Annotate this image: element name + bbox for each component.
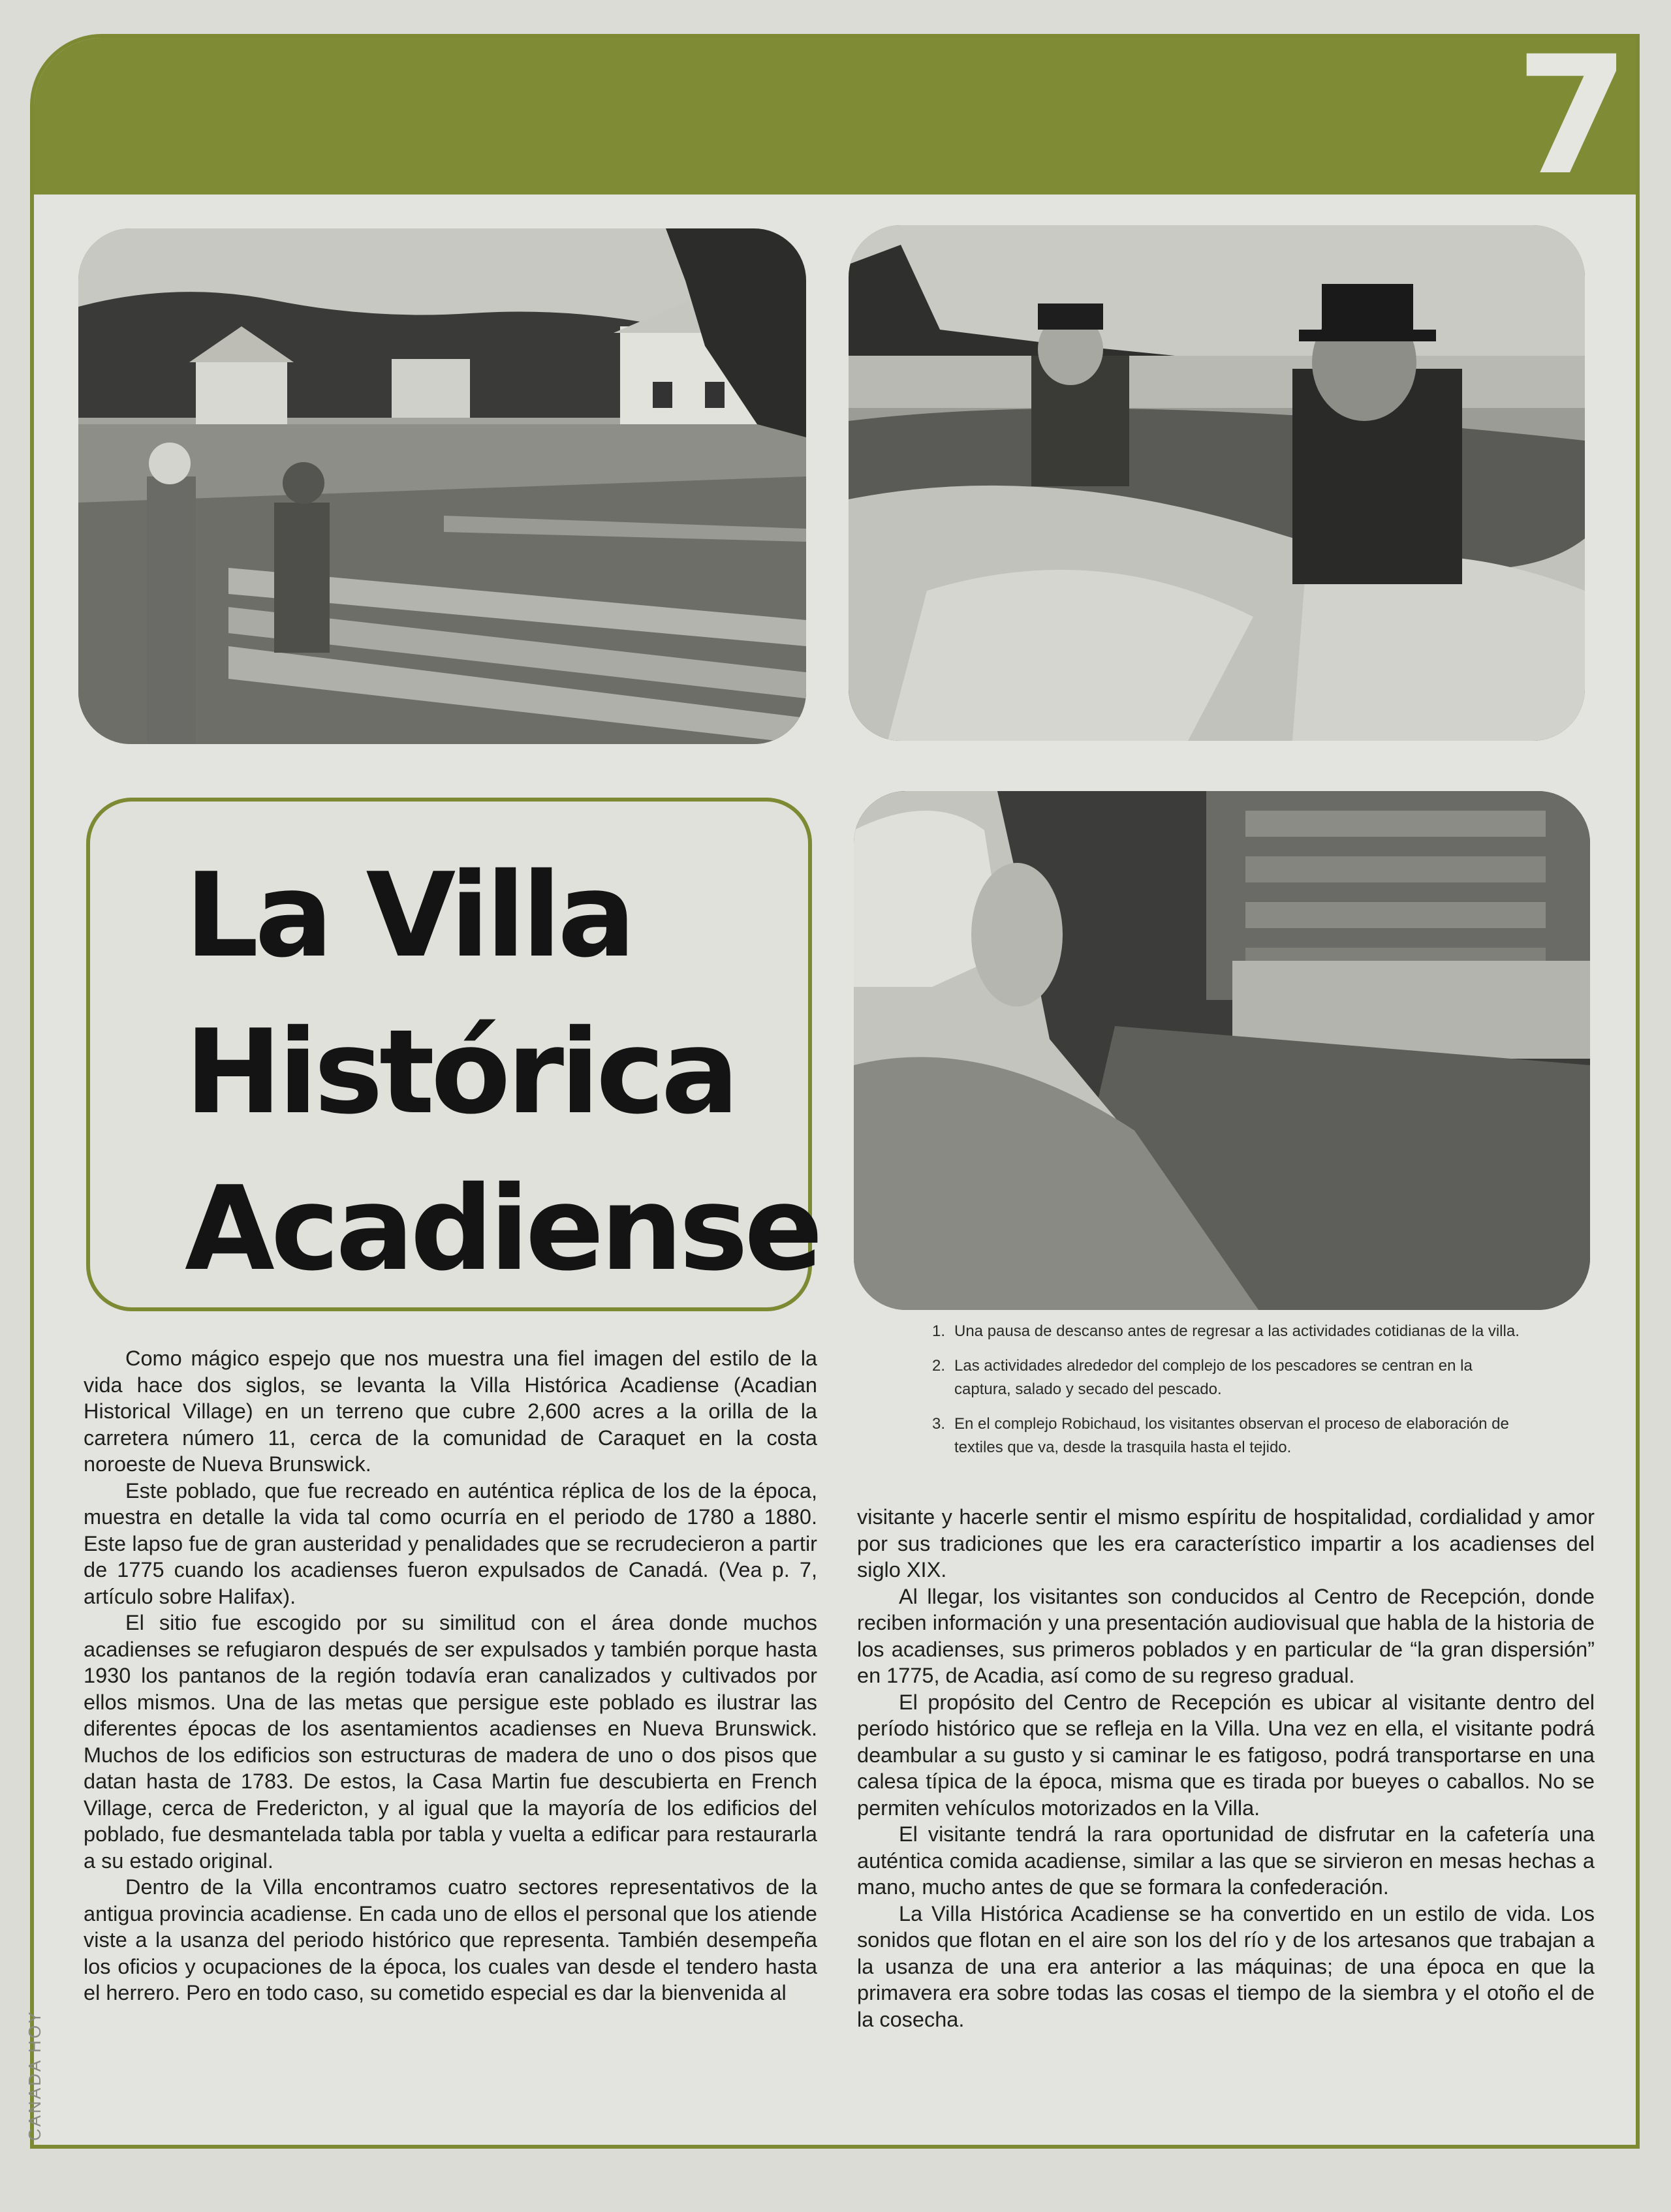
title-line-2: Histórica — [185, 1005, 736, 1140]
photo-fishermen-drying-fish — [849, 225, 1585, 741]
publication-side-label: CANADA HOY — [25, 2010, 44, 2141]
page-number: 7 — [1516, 34, 1629, 211]
caption-text: Las actividades alrededor del complejo de los pescadores se centran en la captura, salado y secado del pescado. — [954, 1357, 1473, 1398]
body-paragraph: visitante y hacerle sentir el mismo espíritu de hospitalidad, cordialidad y amor por sus tradiciones que les era característico impartir a los acadienses del siglo XIX. — [857, 1505, 1595, 1581]
caption-text: Una pausa de descanso antes de regresar a las actividades cotidianas de la villa. — [954, 1322, 1520, 1340]
caption-1 — [932, 1320, 1526, 1343]
photo-captions — [932, 1320, 1526, 1471]
caption-3 — [932, 1412, 1526, 1459]
photo-village-fence — [78, 228, 806, 744]
caption-number: 1. — [932, 1322, 946, 1340]
body-column-left — [84, 1345, 817, 2006]
body-paragraph: El propósito del Centro de Recepción es ubicar al visitante dentro del período histórico que se refleja en la Villa. Una vez en ella, el visitante podrá deambular a su gusto y si caminar le es fatigoso, podrá transportarse en una calesa típica de la época, misma que es tirada por bueyes o caballos. No se permiten vehículos motorizados en la Villa. — [857, 1690, 1595, 1820]
body-paragraph: Al llegar, los visitantes son conducidos al Centro de Recepción, donde reciben información y una presentación audiovisual que habla de la historia de los acadienses, sus primeros poblados y en particular de “la gran dispersión” en 1775, de Acadia, así como de su regreso gradual. — [857, 1584, 1595, 1687]
body-paragraph: La Villa Histórica Acadiense se ha convertido en un estilo de vida. Los sonidos que flotan en el aire son los del río y de los artesanos que trabajan a la usanza de una era anterior a las máquinas; de una época en que la primavera era sobre todas las cosas el tiempo de la siembra y el otoño el de la cosecha. — [857, 1901, 1595, 2031]
caption-text: En el complejo Robichaud, los visitantes observan el proceso de elaboración de textiles que va, desde la trasquila hasta el tejido. — [954, 1415, 1509, 1456]
body-paragraph: Dentro de la Villa encontramos cuatro sectores representativos de la antigua provincia acadiense. En cada uno de ellos el personal que los atiende viste a la usanza del periodo histórico que representa. También desempeña los oficios y ocupaciones de la época, los cuales van desde el tendero hasta el herrero. Pero en todo caso, su cometido especial es dar la bienvenida al — [84, 1875, 817, 2004]
title-box — [86, 798, 819, 1311]
body-paragraph: El sitio fue escogido por su similitud con el área donde muchos acadienses se refugiaron después de ser expulsados y también porque hasta 1930 los pantanos de la región todavía eran canalizados y cultivados por ellos mismos. Una de las metas que persigue este poblado es ilustrar las diferentes épocas de los asentamientos acadienses en Nueva Brunswick. Muchos de los edificios son estructuras de madera de uno o dos pisos que datan hasta de 1783. De estos, la Casa Martin fue descubierta en French Village, cerca de Fredericton, y al igual que la mayoría de los edificios del poblado, fue desmantelada tabla por tabla y vuelta a edificar para restaurarla a su estado original. — [84, 1611, 817, 1873]
title-line-1: La Villa — [185, 848, 632, 983]
header-band — [34, 34, 1636, 211]
body-paragraph: El visitante tendrá la rara oportunidad de disfrutar en la cafetería una auténtica comida acadiense, similar a las que se sirvieron en mesas hechas a mano, mucho antes de que se formara la confederación. — [857, 1822, 1595, 1899]
caption-2 — [932, 1354, 1526, 1401]
body-paragraph: Este poblado, que fue recreado en auténtica réplica de los de la época, muestra en detalle la vida tal como ocurría en el periodo de 1780 a 1880. Este lapso fue de gran austeridad y penalidades que se recrudecieron a partir de 1775 cuando los acadienses fueron expulsados de Canadá. (Vea p. 7, artículo sobre Halifax). — [84, 1478, 817, 1608]
caption-number: 3. — [932, 1415, 946, 1433]
title-line-3: Acadiense — [185, 1161, 819, 1296]
body-column-right — [857, 1504, 1595, 2033]
caption-number: 2. — [932, 1357, 946, 1375]
photo-woman-weaving-loom — [854, 791, 1590, 1310]
body-paragraph: Como mágico espejo que nos muestra una fiel imagen del estilo de la vida hace dos siglos, se levanta la Villa Histórica Acadiense (Acadian Historical Village) en un terreno que cubre 2,600 acres a la orilla de la carretera número 11, cerca de la comunidad de Caraquet en la costa noroeste de Nueva Brunswick. — [84, 1347, 817, 1476]
